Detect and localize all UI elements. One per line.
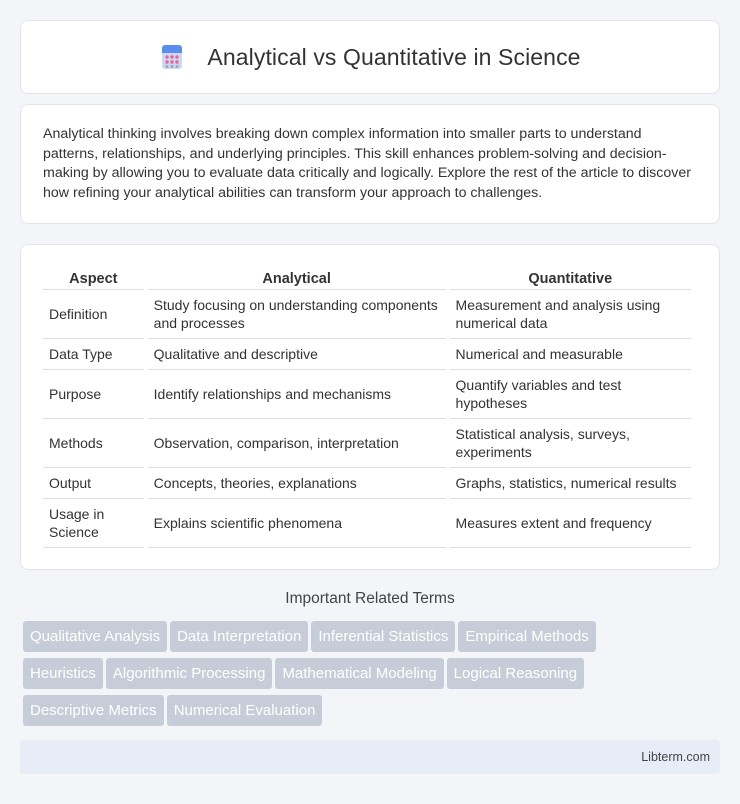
cell-aspect: Output xyxy=(43,468,144,499)
cell-analytical: Concepts, theories, explanations xyxy=(148,468,446,499)
header-card xyxy=(20,20,720,94)
table-row xyxy=(43,468,691,499)
table-row xyxy=(43,499,691,548)
footer-site-link[interactable]: Libterm.com xyxy=(641,750,710,764)
cell-quantitative: Numerical and measurable xyxy=(450,339,691,370)
header-quantitative: Quantitative xyxy=(450,265,691,290)
intro-text: Analytical thinking involves breaking down complex information into smaller parts to understand patterns, relationships, and underlying principles. This skill enhances problem-solving and decision-making by allowing you to evaluate data critically and logically. Explore the rest of the article to discover how refining your analytical abilities can transform your approach to challenges. xyxy=(43,126,691,201)
cell-aspect: Definition xyxy=(43,290,144,339)
cell-quantitative: Quantify variables and test hypotheses xyxy=(450,370,691,419)
cell-aspect: Purpose xyxy=(43,370,144,419)
tag-heuristics[interactable]: Heuristics xyxy=(23,658,103,689)
cell-quantitative: Measurement and analysis using numerical data xyxy=(450,290,691,339)
tag-inferential-statistics[interactable]: Inferential Statistics xyxy=(311,621,455,652)
cell-aspect: Data Type xyxy=(43,339,144,370)
comparison-table xyxy=(39,265,695,548)
related-terms-heading: Important Related Terms xyxy=(285,590,455,607)
cell-analytical: Qualitative and descriptive xyxy=(148,339,446,370)
table-header-row xyxy=(43,265,691,290)
table-row xyxy=(43,370,691,419)
page-title: Analytical vs Quantitative in Science xyxy=(207,43,581,70)
table-row xyxy=(43,419,691,468)
tag-numerical-evaluation[interactable]: Numerical Evaluation xyxy=(167,695,323,726)
cell-quantitative: Statistical analysis, surveys, experiments xyxy=(450,419,691,468)
tag-mathematical-modeling[interactable]: Mathematical Modeling xyxy=(275,658,443,689)
cell-analytical: Explains scientific phenomena xyxy=(148,499,446,548)
tag-empirical-methods[interactable]: Empirical Methods xyxy=(458,621,595,652)
related-terms-list xyxy=(23,621,723,732)
cell-quantitative: Graphs, statistics, numerical results xyxy=(450,468,691,499)
cell-aspect: Methods xyxy=(43,419,144,468)
table-row xyxy=(43,290,691,339)
footer xyxy=(20,740,720,774)
tag-data-interpretation[interactable]: Data Interpretation xyxy=(170,621,308,652)
tag-logical-reasoning[interactable]: Logical Reasoning xyxy=(447,658,584,689)
header-aspect: Aspect xyxy=(43,265,144,290)
tag-descriptive-metrics[interactable]: Descriptive Metrics xyxy=(23,695,164,726)
comparison-card xyxy=(20,244,720,570)
cell-quantitative: Measures extent and frequency xyxy=(450,499,691,548)
table-row xyxy=(43,339,691,370)
cell-analytical: Observation, comparison, interpretation xyxy=(148,419,446,468)
calculator-icon xyxy=(159,44,185,70)
cell-analytical: Identify relationships and mechanisms xyxy=(148,370,446,419)
header-analytical: Analytical xyxy=(148,265,446,290)
intro-card xyxy=(20,104,720,224)
cell-aspect: Usage in Science xyxy=(43,499,144,548)
tag-algorithmic-processing[interactable]: Algorithmic Processing xyxy=(106,658,273,689)
cell-analytical: Study focusing on understanding components and processes xyxy=(148,290,446,339)
tag-qualitative-analysis[interactable]: Qualitative Analysis xyxy=(23,621,167,652)
